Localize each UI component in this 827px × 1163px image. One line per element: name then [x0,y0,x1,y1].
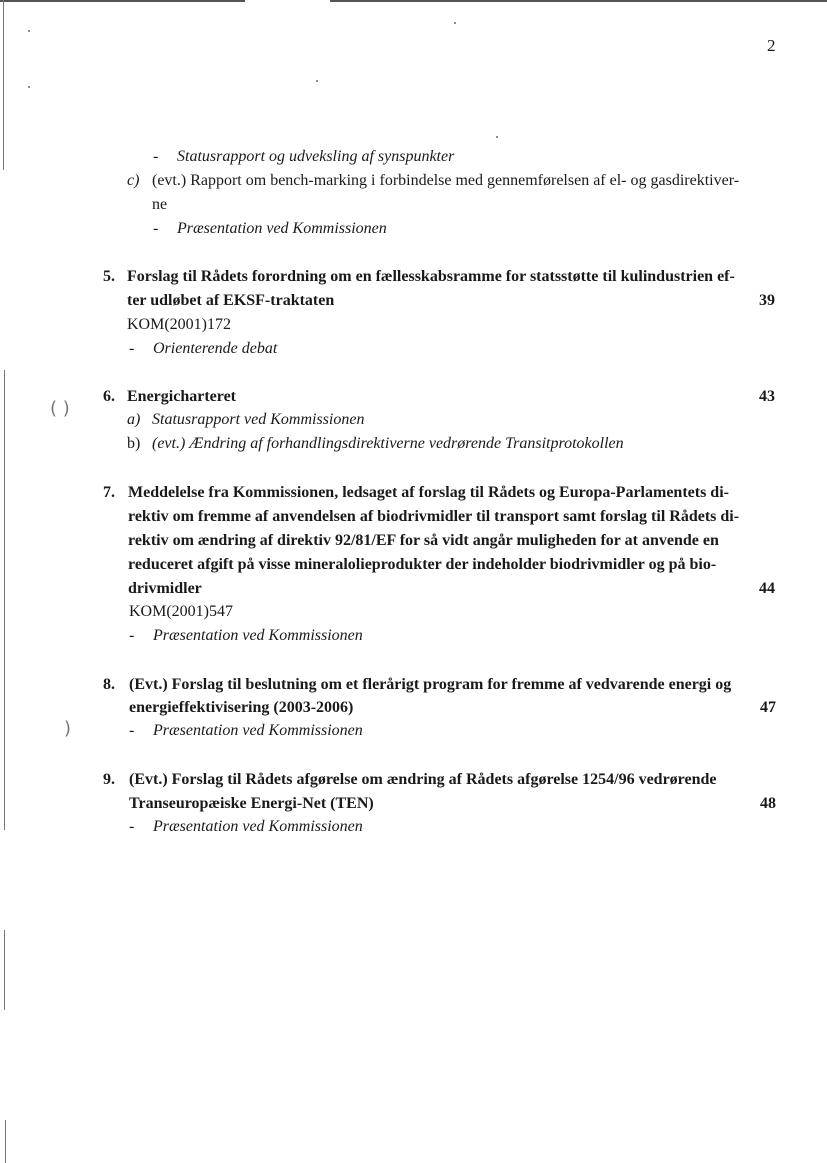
item-title: (Evt.) Forslag til beslutning om et flerårigt program for fremme af vedvarende energi og [129,676,732,693]
item-number: 5. [103,268,115,285]
bullet-text: Statusrapport og udveksling af synspunkter [177,148,455,165]
bullet-text: Præsentation ved Kommissionen [177,220,387,237]
sub-text: Statusrapport ved Kommissionen [152,411,365,428]
dash: - [153,148,159,165]
item-title: Meddelelse fra Kommissionen, ledsaget af forslag til Rådets og Europa-Parlamentets di- [128,484,729,501]
scan-margin-line [5,1120,6,1163]
scan-speck [496,136,498,138]
item-title: rektiv om ændring af direktiv 92/81/EF for så vidt angår muligheden for at anvende en [128,532,719,549]
sub-marker: b) [127,435,141,452]
scan-speck [28,86,30,88]
scan-speck [454,22,456,24]
item-page: 39 [759,292,775,309]
bullet-text: Præsentation ved Kommissionen [153,818,363,835]
item-title: ter udløbet af EKSF-traktaten [127,292,335,309]
item-page: 48 [760,795,776,812]
scan-speck [316,80,318,82]
scan-edge-line [0,0,245,2]
dash: - [129,340,135,357]
item-number: 9. [103,771,115,788]
item-page: 47 [760,699,776,716]
item-title: rektiv om fremme af anvendelsen af biodrivmidler til transport samt forslag til Rådets di- [128,508,740,525]
bullet-text: Orienterende debat [153,340,278,357]
item-title: Energicharteret [127,388,236,405]
sub-text: (evt.) Ændring af forhandlingsdirektiverne vedrørende Transitprotokollen [152,435,624,452]
bullet-text: Præsentation ved Kommissionen [153,627,363,644]
item-title: drivmidler [128,580,202,597]
item-title: (Evt.) Forslag til Rådets afgørelse om ændring af Rådets afgørelse 1254/96 vedrørende [129,771,717,788]
item-title: energieffektivisering (2003-2006) [129,699,354,716]
item-page: 43 [759,388,775,405]
scan-margin-line [4,370,5,830]
item-c-text: ne [152,196,168,213]
punch-hole-icon: ) [64,718,72,739]
item-number: 7. [103,484,115,501]
item-c-text: (evt.) Rapport om bench-marking i forbindelse med gennemførelsen af el- og gasdirektiver- [152,172,740,189]
scan-edge-line [330,0,827,2]
bullet-text: Præsentation ved Kommissionen [153,722,363,739]
dash: - [129,722,135,739]
item-title: reduceret afgift på visse mineralolieprodukter der indeholder biodrivmidler og på bio- [128,556,717,573]
item-title: Transeuropæiske Energi-Net (TEN) [129,795,374,812]
scan-speck [28,30,30,32]
item-number: 8. [103,676,115,693]
dash: - [129,818,135,835]
item-number: 6. [103,388,115,405]
item-c-marker: c) [127,172,140,189]
page-number: 2 [767,36,776,55]
item-page: 44 [759,580,775,597]
punch-hole-icon: ( ) [50,398,70,419]
item-reference: KOM(2001)172 [127,316,231,333]
dash: - [153,220,159,237]
sub-marker: a) [127,411,141,428]
item-reference: KOM(2001)547 [129,603,233,620]
dash: - [129,627,135,644]
scan-margin-line [3,0,4,170]
scan-margin-line [4,930,5,1010]
item-title: Forslag til Rådets forordning om en fællesskabsramme for statsstøtte til kulindustrien ef- [127,268,735,285]
